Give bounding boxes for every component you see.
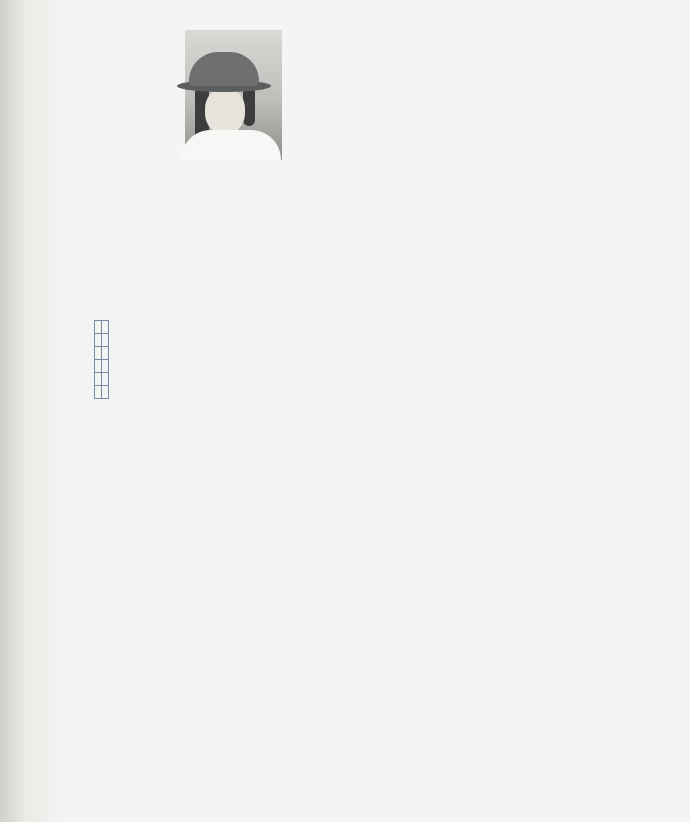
table-header-row bbox=[95, 321, 119, 334]
stitches-cell bbox=[102, 373, 109, 386]
stitches-cell bbox=[102, 334, 109, 347]
table-row bbox=[95, 347, 119, 360]
rows-cell bbox=[95, 360, 102, 373]
note-cell bbox=[109, 347, 119, 360]
rows-cell bbox=[95, 347, 102, 360]
column-header bbox=[95, 321, 102, 334]
rows-cell bbox=[95, 386, 102, 399]
note-cell bbox=[109, 360, 119, 373]
table-row bbox=[95, 373, 119, 386]
rows-cell bbox=[95, 373, 102, 386]
table-row bbox=[95, 386, 119, 399]
table-row bbox=[95, 334, 119, 347]
table-row bbox=[95, 360, 119, 373]
note-cell bbox=[109, 334, 119, 347]
note-cell bbox=[109, 373, 119, 386]
stitches-cell bbox=[102, 386, 109, 399]
rows-cell bbox=[95, 334, 102, 347]
column-header bbox=[102, 321, 109, 334]
stitches-cell bbox=[102, 360, 109, 373]
stitches-cell bbox=[102, 347, 109, 360]
increase-table bbox=[94, 320, 119, 399]
note-cell bbox=[109, 386, 119, 399]
